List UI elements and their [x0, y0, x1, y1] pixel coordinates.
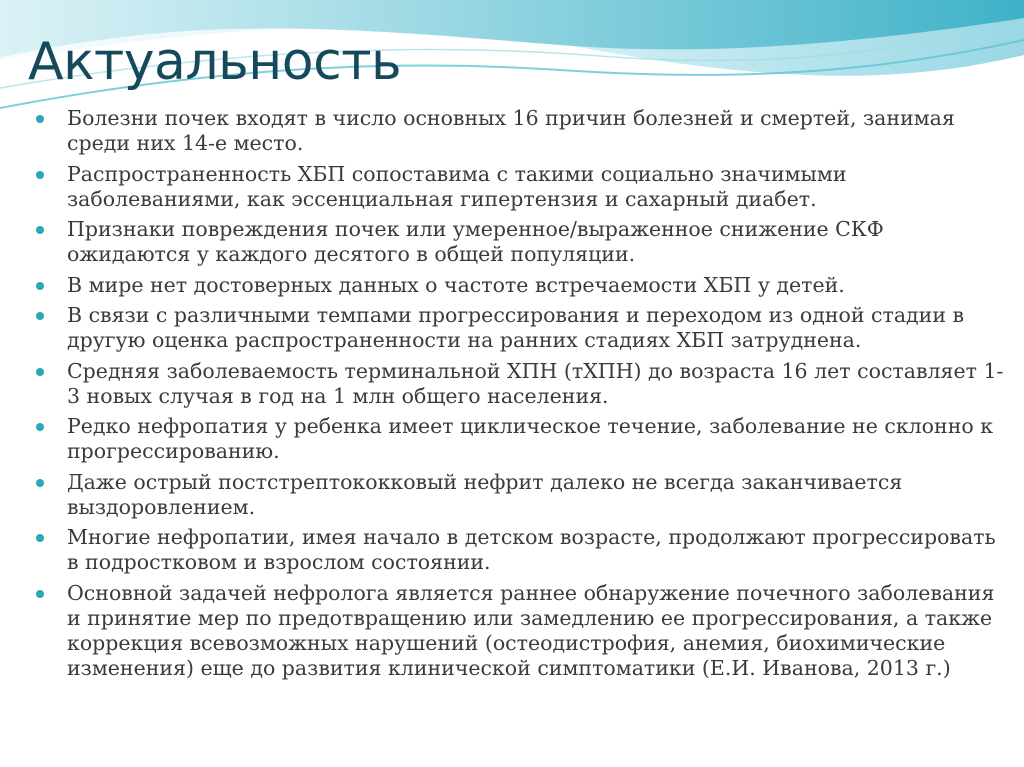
bullet-item	[30, 414, 1010, 464]
bullet-list	[30, 106, 1010, 686]
bullet-item	[30, 581, 1010, 681]
bullet-item	[30, 470, 1010, 520]
bullet-dot-icon	[36, 479, 44, 487]
bullet-item	[30, 525, 1010, 575]
bullet-item	[30, 217, 1010, 267]
bullet-item	[30, 106, 1010, 156]
bullet-text: В мире нет достоверных данных о частоте встречаемости ХБП у детей.	[67, 272, 845, 297]
bullet-text: Средняя заболеваемость терминальной ХПН (тХПН) до возраста 16 лет составляет 1-3 новых случая в год на 1 млн общего населения.	[67, 358, 1004, 408]
bullet-text: Даже острый постстрептококковый нефрит далеко не всегда заканчивается выздоровлением.	[67, 469, 903, 519]
bullet-text: Многие нефропатии, имея начало в детском возрасте, продолжают прогрессировать в подростковом и взрослом состоянии.	[67, 525, 996, 574]
bullet-item	[30, 303, 1010, 353]
bullet-item	[30, 162, 1010, 212]
bullet-dot-icon	[36, 226, 44, 234]
bullet-item	[30, 273, 1010, 298]
bullet-text: Признаки повреждения почек или умеренное/выраженное снижение СКФ ожидаются у каждого десятого в общей популяции.	[67, 217, 884, 266]
bullet-dot-icon	[36, 423, 44, 431]
bullet-dot-icon	[36, 171, 44, 179]
slide-title: Актуальность	[28, 32, 402, 92]
bullet-text: Распространенность ХБП сопоставима с такими социально значимыми заболеваниями, как эссенциальная гипертензия и сахарный диабет.	[67, 161, 847, 211]
bullet-dot-icon	[36, 312, 44, 320]
bullet-dot-icon	[36, 368, 44, 376]
bullet-text: Болезни почек входят в число основных 16 причин болезней и смертей, занимая среди них 14-е место.	[67, 106, 955, 155]
bullet-dot-icon	[36, 115, 44, 123]
bullet-item	[30, 359, 1010, 409]
bullet-dot-icon	[36, 590, 44, 598]
bullet-text: Основной задачей нефролога является раннее обнаружение почечного заболевания и принятие мер по предотвращению или замедлению ее прогрессирования, а также коррекция всевозможных нарушений (остеодистрофия, анемия, биохимические изменения) еще до развития клинической симптоматики (Е.И. Иванова, 2013 г.)	[67, 580, 995, 680]
bullet-dot-icon	[36, 282, 44, 290]
bullet-text: В связи с различными темпами прогрессирования и переходом из одной стадии в другую оценка распространенности на ранних стадиях ХБП затруднена.	[67, 303, 965, 352]
bullet-dot-icon	[36, 534, 44, 542]
bullet-text: Редко нефропатия у ребенка имеет циклическое течение, заболевание не склонно к прогрессированию.	[67, 414, 994, 463]
